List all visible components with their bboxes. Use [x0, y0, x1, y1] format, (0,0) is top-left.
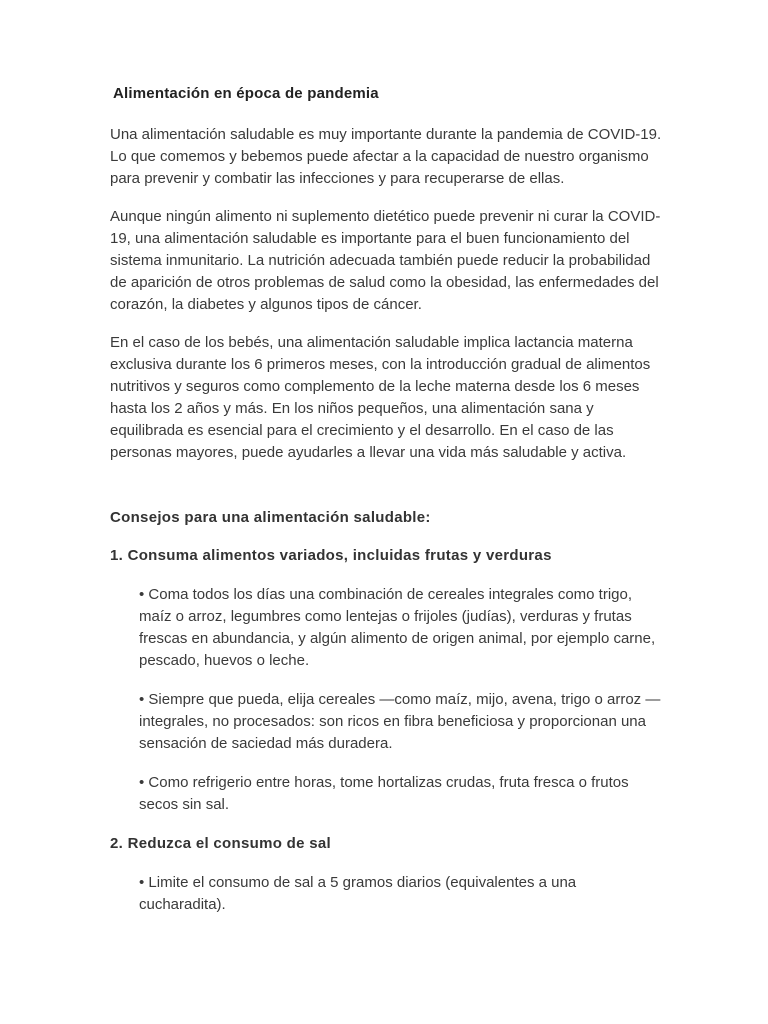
- bullet-item: • Limite el consumo de sal a 5 gramos diarios (equivalentes a una cucharadita).: [139, 874, 577, 913]
- paragraph-intro: Una alimentación saludable es muy importante durante la pandemia de COVID-19. Lo que comemos y bebemos puede afectar a la capacidad de nuestro organismo para prevenir y combatir las infecciones y para recuperarse de ellas.: [110, 126, 662, 187]
- paragraph-immunity: Aunque ningún alimento ni suplemento dietético puede prevenir ni curar la COVID-19, una alimentación saludable es importante para el buen funcionamiento del sistema inmunitario. La nutrición adecuada también puede reducir la probabilidad de aparición de otros problemas de salud como la obesidad, las enfermedades del corazón, la diabetes y algunos tipos de cáncer.: [110, 208, 661, 313]
- document-title: Alimentación en época de pandemia: [113, 85, 379, 102]
- paragraph-ages: En el caso de los bebés, una alimentación saludable implica lactancia materna exclusiva durante los 6 primeros meses, con la introducción gradual de alimentos nutritivos y seguros como complemento de la leche materna desde los 6 meses hasta los 2 años y más. En los niños pequeños, una alimentación sana y equilibrada es esencial para el crecimiento y el desarrollo. En el caso de las personas mayores, puede ayudarles a llevar una vida más saludable y activa.: [110, 334, 651, 461]
- bullet-item: • Coma todos los días una combinación de cereales integrales como trigo, maíz o arroz, legumbres como lentejas o frijoles (judías), verduras y frutas frescas en abundancia, y algún alimento de origen animal, por ejemplo carne, pescado, huevos o leche.: [139, 586, 656, 669]
- section-heading-variety: 1. Consuma alimentos variados, incluidas frutas y verduras: [110, 547, 552, 564]
- bullet-item: • Como refrigerio entre horas, tome hortalizas crudas, fruta fresca o frutos secos sin sal.: [139, 774, 629, 813]
- bullet-item: • Siempre que pueda, elija cereales —como maíz, mijo, avena, trigo o arroz — integrales, no procesados: son ricos en fibra beneficiosa y proporcionan una sensación de saciedad más duradera.: [139, 691, 661, 752]
- tips-heading: Consejos para una alimentación saludable:: [110, 509, 431, 526]
- section-heading-salt: 2. Reduzca el consumo de sal: [110, 835, 331, 852]
